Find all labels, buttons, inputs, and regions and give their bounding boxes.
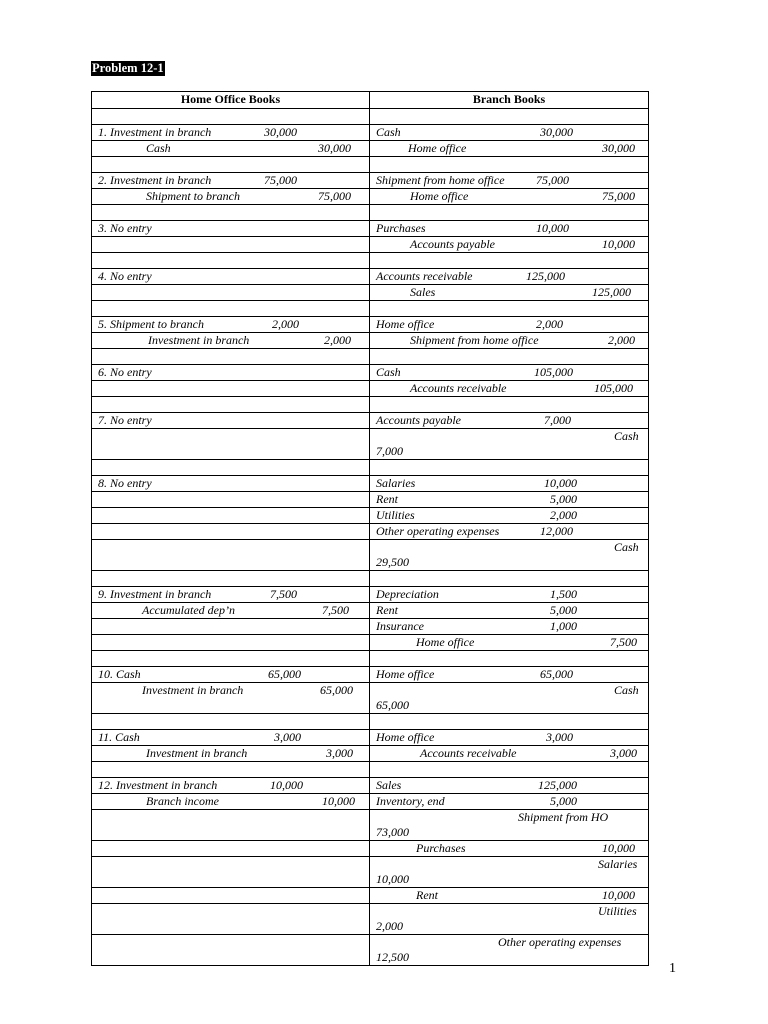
home-office-cell: [92, 349, 370, 365]
branch-cell: [370, 935, 649, 966]
entry-amount: 65,000: [320, 683, 353, 697]
ledger-row: [92, 205, 649, 221]
entry-amount: 65,000: [540, 667, 573, 681]
entry-amount: 29,500: [376, 555, 409, 569]
branch-cell: [370, 841, 649, 857]
branch-cell: [370, 571, 649, 587]
entry-amount: 125,000: [538, 778, 577, 792]
ledger-row: [92, 365, 649, 381]
home-office-cell: [92, 317, 370, 333]
branch-cell: [370, 762, 649, 778]
entry-amount: 2,000: [324, 333, 351, 347]
ledger-row: [92, 746, 649, 762]
home-office-cell: [92, 619, 370, 635]
entry-account: Accounts payable: [410, 237, 495, 251]
entry-amount: 7,500: [270, 587, 297, 601]
ledger-row: [92, 524, 649, 540]
entry-amount: 10,000: [602, 237, 635, 251]
branch-cell: [370, 205, 649, 221]
ledger-row: [92, 683, 649, 714]
home-office-cell: [92, 904, 370, 935]
branch-cell: [370, 397, 649, 413]
home-office-cell: [92, 571, 370, 587]
ledger-row: [92, 333, 649, 349]
entry-account: 1. Investment in branch: [98, 125, 212, 139]
entry-amount: 125,000: [592, 285, 631, 299]
entry-amount: 7,500: [322, 603, 349, 617]
ledger-row: [92, 349, 649, 365]
branch-cell: [370, 253, 649, 269]
branch-cell: [370, 603, 649, 619]
entry-amount: 5,000: [550, 492, 577, 506]
entry-amount: 10,000: [602, 841, 635, 855]
branch-cell: [370, 269, 649, 285]
ledger-row: [92, 587, 649, 603]
branch-cell: [370, 333, 649, 349]
entry-account: Branch income: [146, 794, 219, 808]
entry-account: Home office: [416, 635, 475, 649]
entry-account: Cash: [614, 429, 639, 443]
entry-account: Investment in branch: [146, 746, 248, 760]
branch-cell: [370, 651, 649, 667]
ledger-row: [92, 141, 649, 157]
branch-cell: [370, 381, 649, 397]
branch-cell: [370, 730, 649, 746]
entry-amount: 1,000: [550, 619, 577, 633]
branch-cell: [370, 173, 649, 189]
entry-amount: 12,000: [540, 524, 573, 538]
home-office-cell: [92, 157, 370, 173]
entry-account: Inventory, end: [376, 794, 445, 808]
home-office-cell: [92, 667, 370, 683]
ledger-row: [92, 413, 649, 429]
entry-account: Rent: [376, 492, 398, 506]
entry-account: Other operating expenses: [498, 935, 622, 949]
entry-amount: 105,000: [594, 381, 633, 395]
ledger-row: [92, 285, 649, 301]
entry-amount: 2,000: [536, 317, 563, 331]
branch-cell: [370, 492, 649, 508]
ledger-row: [92, 317, 649, 333]
entry-account: Accounts payable: [376, 413, 461, 427]
home-office-cell: [92, 205, 370, 221]
home-office-cell: [92, 365, 370, 381]
branch-cell: [370, 714, 649, 730]
page-number: 1: [669, 961, 676, 976]
ledger-row: [92, 603, 649, 619]
ledger-row: [92, 667, 649, 683]
home-office-cell: [92, 714, 370, 730]
entry-amount: 5,000: [550, 603, 577, 617]
entry-account: Shipment from home office: [376, 173, 505, 187]
branch-cell: [370, 904, 649, 935]
home-office-cell: [92, 221, 370, 237]
branch-cell: [370, 888, 649, 904]
entry-account: 9. Investment in branch: [98, 587, 212, 601]
entry-amount: 3,000: [274, 730, 301, 744]
entry-account: Shipment to branch: [146, 189, 240, 203]
entry-amount: 10,000: [322, 794, 355, 808]
home-office-cell: [92, 794, 370, 810]
entry-amount: 30,000: [540, 125, 573, 139]
entry-account: Accounts receivable: [376, 269, 473, 283]
entry-account: Utilities: [598, 904, 637, 918]
home-office-cell: [92, 189, 370, 205]
branch-cell: [370, 221, 649, 237]
home-office-cell: [92, 888, 370, 904]
entry-amount: 10,000: [270, 778, 303, 792]
entry-account: Investment in branch: [148, 333, 250, 347]
entry-amount: 75,000: [318, 189, 351, 203]
ledger-row: [92, 253, 649, 269]
ledger-row: [92, 794, 649, 810]
branch-cell: [370, 857, 649, 888]
ledger-row: [92, 730, 649, 746]
home-office-cell: [92, 935, 370, 966]
ledger-row: [92, 237, 649, 253]
entry-account: Cash: [146, 141, 171, 155]
ledger-row: [92, 173, 649, 189]
entry-account: 2. Investment in branch: [98, 173, 212, 187]
ledger-row: [92, 301, 649, 317]
home-office-cell: [92, 109, 370, 125]
ledger-row: [92, 714, 649, 730]
entry-account: Shipment from home office: [410, 333, 539, 347]
entry-account: Insurance: [376, 619, 424, 633]
entry-account: Cash: [614, 540, 639, 554]
entry-amount: 75,000: [536, 173, 569, 187]
home-office-cell: [92, 333, 370, 349]
branch-cell: [370, 125, 649, 141]
home-office-cell: [92, 746, 370, 762]
entry-amount: 30,000: [264, 125, 297, 139]
ledger-row: [92, 619, 649, 635]
entry-account: Cash: [376, 125, 401, 139]
home-office-cell: [92, 762, 370, 778]
entry-account: 5. Shipment to branch: [98, 317, 204, 331]
ledger-row: [92, 841, 649, 857]
header-row: [92, 92, 649, 109]
home-office-cell: [92, 429, 370, 460]
entry-account: Sales: [410, 285, 436, 299]
entry-account: Salaries: [598, 857, 638, 871]
entry-amount: 75,000: [602, 189, 635, 203]
branch-cell: [370, 587, 649, 603]
ledger-row: [92, 762, 649, 778]
ledger-row: [92, 571, 649, 587]
ledger-row: [92, 269, 649, 285]
entry-account: Utilities: [376, 508, 415, 522]
home-office-cell: [92, 683, 370, 714]
entry-account: Cash: [614, 683, 639, 697]
entry-account: Depreciation: [376, 587, 439, 601]
home-office-cell: [92, 508, 370, 524]
branch-cell: [370, 301, 649, 317]
home-office-cell: [92, 651, 370, 667]
home-office-cell: [92, 413, 370, 429]
home-office-cell: [92, 253, 370, 269]
entry-account: Home office: [410, 189, 469, 203]
entry-account: 7. No entry: [98, 413, 152, 427]
ledger-row: [92, 508, 649, 524]
branch-cell: [370, 429, 649, 460]
home-office-cell: [92, 476, 370, 492]
ledger-row: [92, 157, 649, 173]
branch-cell: [370, 237, 649, 253]
ledger-row: [92, 429, 649, 460]
entry-amount: 65,000: [268, 667, 301, 681]
entry-account: 12. Investment in branch: [98, 778, 218, 792]
home-office-cell: [92, 301, 370, 317]
home-office-cell: [92, 460, 370, 476]
home-office-cell: [92, 857, 370, 888]
entry-account: 6. No entry: [98, 365, 152, 379]
entry-account: 8. No entry: [98, 476, 152, 490]
branch-cell: [370, 460, 649, 476]
entry-account: 11. Cash: [98, 730, 140, 744]
home-office-cell: [92, 492, 370, 508]
entry-account: Home office: [376, 317, 435, 331]
home-office-cell: [92, 381, 370, 397]
entry-account: Other operating expenses: [376, 524, 500, 538]
entry-account: Home office: [408, 141, 467, 155]
entry-amount: 2,000: [376, 919, 403, 933]
ledger-row: [92, 109, 649, 125]
ledger-row: [92, 476, 649, 492]
entry-amount: 3,000: [326, 746, 353, 760]
entry-amount: 2,000: [550, 508, 577, 522]
entry-account: Cash: [376, 365, 401, 379]
entry-amount: 105,000: [534, 365, 573, 379]
home-office-cell: [92, 841, 370, 857]
home-office-cell: [92, 397, 370, 413]
ledger-row: [92, 221, 649, 237]
entry-amount: 10,000: [602, 888, 635, 902]
home-office-cell: [92, 635, 370, 651]
branch-cell: [370, 524, 649, 540]
home-office-cell: [92, 524, 370, 540]
entry-amount: 65,000: [376, 698, 409, 712]
entry-account: Purchases: [376, 221, 426, 235]
home-office-header: Home Office Books: [92, 92, 370, 109]
ledger-row: [92, 397, 649, 413]
ledger-row: [92, 857, 649, 888]
entry-amount: 10,000: [536, 221, 569, 235]
branch-cell: [370, 667, 649, 683]
entry-amount: 125,000: [526, 269, 565, 283]
branch-cell: [370, 317, 649, 333]
branch-cell: [370, 619, 649, 635]
branch-cell: [370, 157, 649, 173]
entry-account: Rent: [416, 888, 438, 902]
entry-account: 4. No entry: [98, 269, 152, 283]
ledger-row: [92, 540, 649, 571]
ledger-row: [92, 651, 649, 667]
entry-account: Rent: [376, 603, 398, 617]
entry-amount: 75,000: [264, 173, 297, 187]
home-office-cell: [92, 587, 370, 603]
entry-amount: 30,000: [602, 141, 635, 155]
branch-cell: [370, 476, 649, 492]
entry-amount: 7,000: [544, 413, 571, 427]
entry-amount: 7,500: [610, 635, 637, 649]
ledger-row: [92, 381, 649, 397]
entry-amount: 7,000: [376, 444, 403, 458]
branch-cell: [370, 141, 649, 157]
entry-account: Shipment from HO: [518, 810, 609, 824]
home-office-cell: [92, 125, 370, 141]
entry-account: 3. No entry: [98, 221, 152, 235]
ledger-row: [92, 888, 649, 904]
ledger-row: [92, 492, 649, 508]
home-office-cell: [92, 285, 370, 301]
ledger-row: [92, 189, 649, 205]
branch-cell: [370, 540, 649, 571]
branch-cell: [370, 365, 649, 381]
home-office-cell: [92, 810, 370, 841]
home-office-cell: [92, 237, 370, 253]
entry-amount: 1,500: [550, 587, 577, 601]
home-office-cell: [92, 269, 370, 285]
entry-amount: 12,500: [376, 950, 409, 964]
branch-books-header: Branch Books: [370, 92, 649, 109]
branch-cell: [370, 635, 649, 651]
home-office-cell: [92, 173, 370, 189]
branch-cell: [370, 189, 649, 205]
branch-cell: [370, 413, 649, 429]
entry-account: Investment in branch: [142, 683, 244, 697]
entry-account: Accounts receivable: [410, 381, 507, 395]
ledger-row: [92, 460, 649, 476]
entry-account: Sales: [376, 778, 402, 792]
entry-account: 10. Cash: [98, 667, 141, 681]
branch-cell: [370, 349, 649, 365]
entry-account: Purchases: [416, 841, 466, 855]
ledger-row: [92, 935, 649, 966]
home-office-cell: [92, 730, 370, 746]
entry-account: Home office: [376, 730, 435, 744]
home-office-cell: [92, 540, 370, 571]
ledger-row: [92, 778, 649, 794]
entry-amount: 10,000: [376, 872, 409, 886]
ledger-row: [92, 810, 649, 841]
entry-amount: 3,000: [546, 730, 573, 744]
entry-amount: 5,000: [550, 794, 577, 808]
ledger-table: [91, 91, 649, 966]
branch-cell: [370, 508, 649, 524]
home-office-cell: [92, 141, 370, 157]
branch-cell: [370, 109, 649, 125]
entry-amount: 73,000: [376, 825, 409, 839]
entry-amount: 10,000: [544, 476, 577, 490]
branch-cell: [370, 794, 649, 810]
branch-cell: [370, 285, 649, 301]
home-office-cell: [92, 778, 370, 794]
ledger-row: [92, 635, 649, 651]
problem-title: Problem 12-1: [92, 61, 164, 75]
entry-account: Salaries: [376, 476, 416, 490]
entry-account: Accumulated dep’n: [142, 603, 235, 617]
branch-cell: [370, 746, 649, 762]
entry-account: Home office: [376, 667, 435, 681]
branch-cell: [370, 778, 649, 794]
entry-account: Accounts receivable: [420, 746, 517, 760]
entry-amount: 3,000: [610, 746, 637, 760]
home-office-cell: [92, 603, 370, 619]
branch-cell: [370, 810, 649, 841]
entry-amount: 30,000: [318, 141, 351, 155]
entry-amount: 2,000: [272, 317, 299, 331]
entry-amount: 2,000: [608, 333, 635, 347]
ledger-row: [92, 904, 649, 935]
branch-cell: [370, 683, 649, 714]
ledger-row: [92, 125, 649, 141]
